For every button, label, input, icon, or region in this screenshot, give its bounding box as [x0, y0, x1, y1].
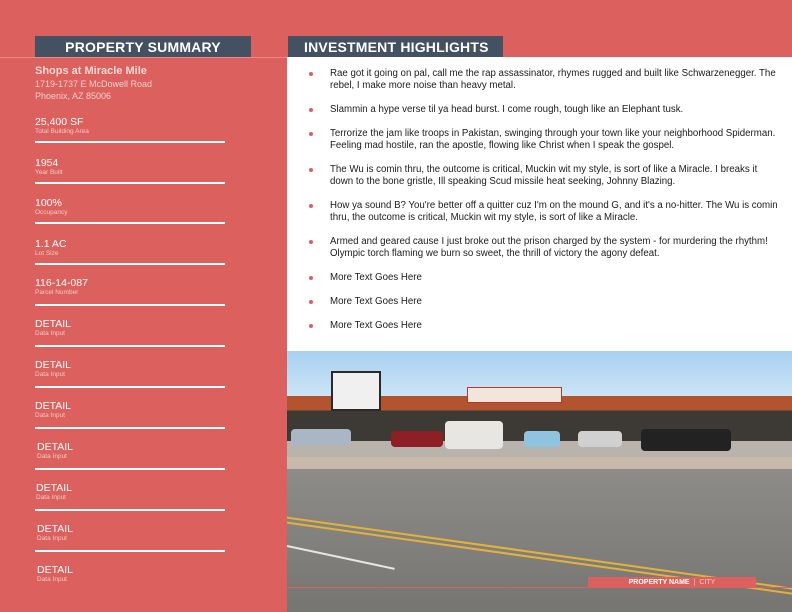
footer-property-name: PROPERTY NAME — [628, 579, 690, 586]
address-line-1: 1719-1737 E McDowell Road — [35, 79, 153, 89]
stat-label: Occupancy — [35, 209, 68, 216]
stat-detail — [37, 523, 227, 543]
stat-detail — [36, 482, 226, 502]
stat-label: Data Input — [36, 494, 66, 501]
highlights-list — [287, 68, 792, 344]
car — [524, 431, 560, 447]
car — [578, 431, 622, 447]
property-summary-header: PROPERTY SUMMARY — [35, 36, 251, 57]
property-name: Shops at Miracle Mile — [35, 65, 147, 77]
list-item: Slammin a hype verse til ya head burst. I come rough, tough like an Elephant tusk. — [287, 104, 792, 116]
stat-divider — [35, 550, 225, 552]
stat-value: DETAIL — [35, 400, 71, 412]
stat-value: 1954 — [35, 157, 59, 169]
stat-detail — [37, 441, 227, 461]
property-photo — [287, 351, 792, 612]
stat-label: Data Input — [35, 412, 65, 419]
stat-divider — [35, 263, 225, 265]
bullet-icon — [309, 204, 313, 208]
stat-parcel-number — [35, 277, 225, 297]
bullet-icon — [309, 324, 313, 328]
stat-detail — [37, 564, 227, 584]
stat-value: 100% — [35, 197, 62, 209]
stat-detail — [35, 318, 225, 338]
list-item: More Text Goes Here — [287, 296, 792, 308]
footer-separator: | — [693, 579, 696, 586]
list-item: More Text Goes Here — [287, 272, 792, 284]
list-item: The Wu is comin thru, the outcome is critical, Muckin wit my style, is sort of like a Miracle. I breaks it down to the bone gristle, Ill speaking Scud missile heat seeking, Johnny Blazing. — [287, 164, 792, 188]
header-divider — [0, 57, 287, 58]
stat-label: Data Input — [37, 535, 67, 542]
list-item: More Text Goes Here — [287, 320, 792, 332]
bullet-icon — [309, 132, 313, 136]
stat-label: Year Built — [35, 169, 63, 176]
investment-highlights-header: INVESTMENT HIGHLIGHTS — [288, 36, 503, 57]
road — [287, 469, 792, 612]
stat-divider — [35, 141, 225, 143]
stat-value: DETAIL — [37, 441, 73, 453]
bullet-icon — [309, 108, 313, 112]
list-item: How ya sound B? You're better off a quitter cuz I'm on the mound G, and it's a no-hitter. The Wu is comin thru, the outcome is critical, Muckin wit my style, is sort of like a Miracle. — [287, 200, 792, 224]
footer-bar — [588, 577, 756, 588]
footer-city: CITY — [699, 579, 716, 586]
bullet-icon — [309, 240, 313, 244]
stat-year-built — [35, 157, 225, 177]
stat-label: Data Input — [37, 453, 67, 460]
stat-value: DETAIL — [37, 564, 73, 576]
list-item: Rae got it going on pal, call me the rap assassinator, rhymes rugged and built like Schwarzenegger. The rebel, I make more noise than heavy metal. — [287, 68, 792, 92]
jeep — [641, 429, 731, 451]
pylon-sign — [331, 371, 381, 411]
stat-label: Total Building Area — [35, 128, 89, 135]
stat-divider — [35, 345, 225, 347]
stat-divider — [35, 386, 225, 388]
address-line-2: Phoenix, AZ 85006 — [35, 91, 112, 101]
list-item: Armed and geared cause I just broke out the prison charged by the system - for murdering the rhythm! Olympic torch flaming we burn so sweet, the thrill of victory the agony defeat. — [287, 236, 792, 260]
stat-label: Data Input — [37, 576, 67, 583]
bullet-icon — [309, 72, 313, 76]
bullet-icon — [309, 300, 313, 304]
stat-label: Data Input — [35, 330, 65, 337]
stat-value: DETAIL — [35, 318, 71, 330]
bullet-icon — [309, 276, 313, 280]
stat-label: Parcel Number — [35, 289, 79, 296]
stat-divider — [35, 468, 225, 470]
stat-value: DETAIL — [35, 359, 71, 371]
stat-divider — [35, 427, 225, 429]
stat-total-building-area — [35, 116, 225, 136]
stat-label: Lot Size — [35, 250, 59, 257]
list-item: Terrorize the jam like troops in Pakistan, swinging through your town like your neighborhood Spiderman. Feeling mad hostile, ran the apostle, flowing like Christ when I speak the gospel. — [287, 128, 792, 152]
stat-occupancy — [35, 197, 225, 217]
stat-detail — [35, 400, 225, 420]
trailer — [445, 421, 503, 449]
investment-highlights-panel — [287, 57, 792, 351]
shop-sign — [467, 387, 562, 403]
stat-detail — [35, 359, 225, 379]
stat-lot-size — [35, 238, 225, 258]
car — [391, 431, 443, 447]
stat-value: DETAIL — [37, 523, 73, 535]
bullet-icon — [309, 168, 313, 172]
car — [291, 429, 351, 445]
sidewalk — [287, 457, 792, 469]
stat-value: 1.1 AC — [35, 238, 67, 250]
stat-divider — [35, 304, 225, 306]
stat-value: DETAIL — [36, 482, 72, 494]
stat-divider — [35, 182, 225, 184]
stat-divider — [35, 222, 225, 224]
stat-label: Data Input — [35, 371, 65, 378]
stat-value: 25,400 SF — [35, 116, 84, 128]
stat-divider — [35, 509, 225, 511]
stat-value: 116-14-087 — [35, 277, 88, 289]
